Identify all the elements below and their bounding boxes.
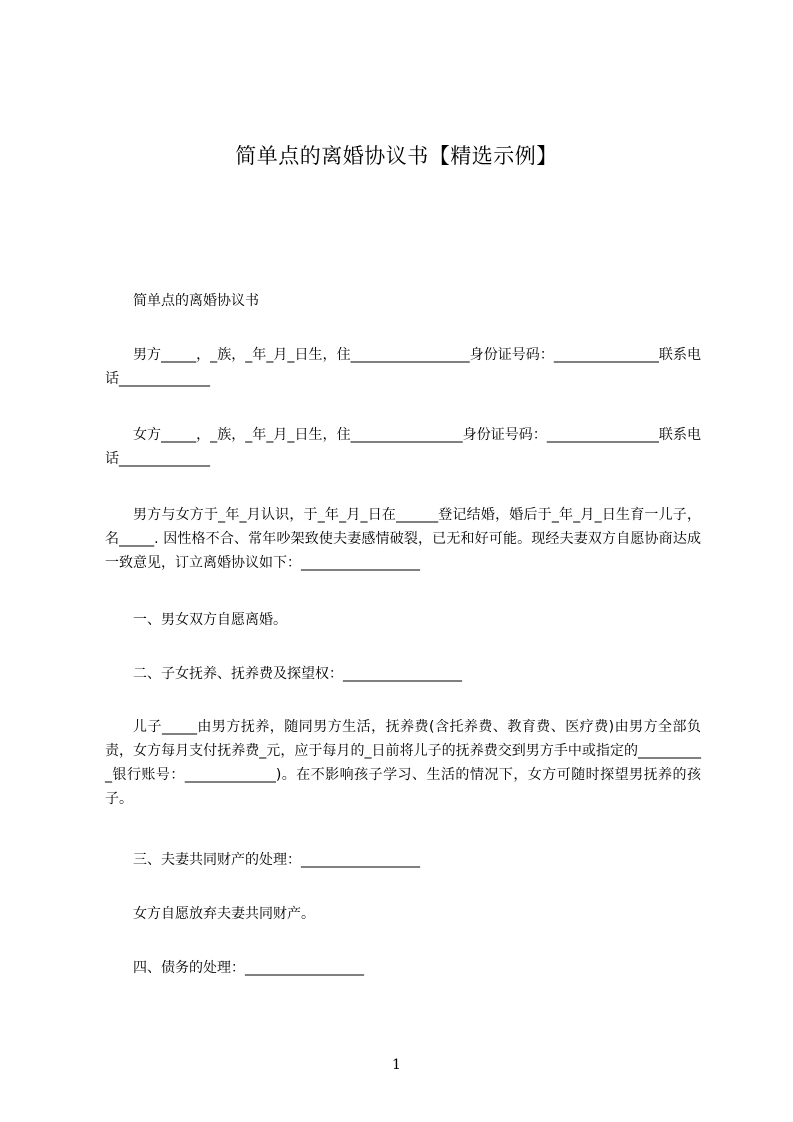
clause-1-divorce: 一、男女双方自愿离婚。 [133, 612, 287, 628]
clause-3-heading: 三、夫妻共同财产的处理：_________________ [133, 852, 420, 868]
child-custody-text: 儿子_____由男方抚养，随同男方生活，抚养费(含托养费、教育费、医疗费)由男方全部负责，女方每月支付抚养费_元，应于每月的_日前将儿子的抚养费交到男方手中或指定的__________银行账号：_____________)。在不影响孩子学习、生活的情况下，女方可随时探望男抚养的孩子。 [105, 719, 701, 807]
male-party-info: 男方_____，_族，_年_月_日生，住_________________身份证号码：_______________联系电话_____________ [105, 347, 701, 387]
marriage-background: 男方与女方于_年_月认识，于_年_月_日在______登记结婚，婚后于_年_月_日生育一儿子，名_____. 因性格不合、常年吵架致使夫妻感情破裂，已无和好可能。现经夫妻双方自愿协商达成一致意见，订立离婚协议如下：_________________ [105, 507, 701, 571]
document-title: 简单点的离婚协议书【精选示例】 [235, 144, 558, 168]
page-number: 1 [392, 1057, 401, 1073]
property-text: 女方自愿放弃夫妻共同财产。 [133, 906, 315, 922]
clause-2-heading: 二、子女抚养、抚养费及探望权：_________________ [133, 666, 462, 682]
clause-4-heading: 四、债务的处理：_________________ [133, 960, 364, 976]
female-party-info: 女方_____，_族，_年_月_日生，住________________身份证号码：________________联系电话_____________ [105, 427, 701, 467]
section-heading: 简单点的离婚协议书 [133, 293, 259, 309]
